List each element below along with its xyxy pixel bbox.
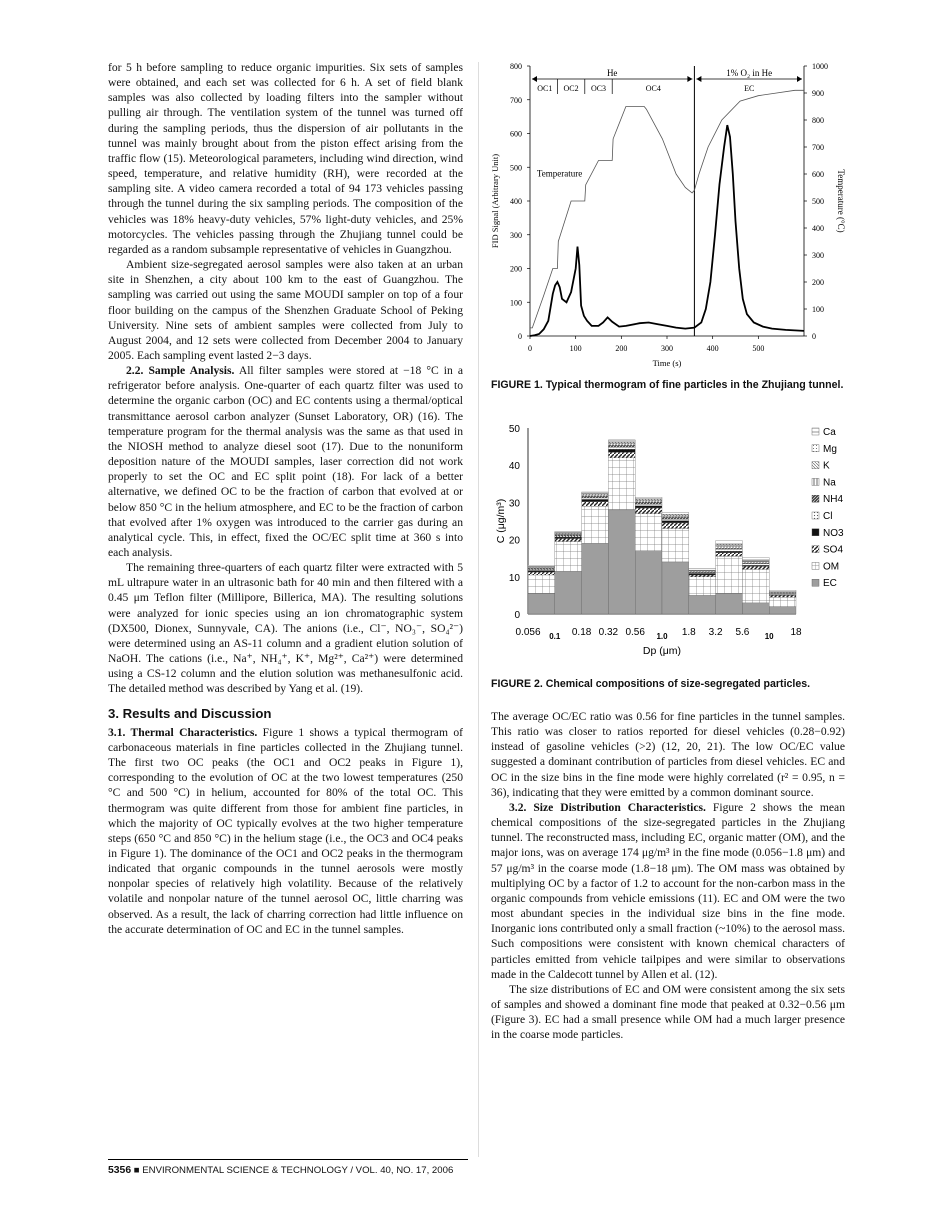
footer-bullet-icon: ■	[133, 1165, 140, 1176]
bar-segment-na	[662, 516, 689, 517]
bar-segment-k	[608, 443, 635, 444]
right-column	[491, 709, 845, 1042]
bar-segment-om	[608, 458, 635, 510]
bar-segment-nh4	[662, 517, 689, 519]
y-axis-label: FID Signal (Arbitrary Unit)	[490, 153, 500, 249]
bar-segment-ca	[582, 492, 609, 494]
bar-segment-so4	[716, 553, 743, 557]
legend-swatch	[812, 529, 819, 536]
bar-segment-no3	[689, 574, 716, 576]
step-label: OC2	[563, 84, 579, 93]
bar-segment-na	[716, 546, 743, 548]
bar-segment-ec	[742, 603, 769, 614]
bar-segment-nh4	[555, 535, 582, 536]
subsection-heading: 3.2. Size Distribution Characteristics.	[509, 800, 706, 814]
y-tick-label: 50	[508, 424, 520, 435]
temperature-annotation: Temperature	[536, 168, 583, 179]
legend-swatch	[812, 562, 819, 569]
y-right-tick-label: 400	[812, 224, 824, 233]
bar-segment-cl	[635, 504, 662, 506]
x-tick-label: 10	[764, 632, 774, 641]
bar-segment-ca	[555, 532, 582, 533]
bar-segment-ca	[769, 590, 796, 592]
bar-segment-ca	[608, 440, 635, 442]
y-right-tick-label: 500	[812, 197, 824, 206]
legend-swatch	[812, 428, 819, 435]
y-tick-label: 0	[514, 610, 520, 621]
left-column	[108, 60, 463, 937]
paragraph-text: Figure 1 shows a typical thermogram of carbonaceous materials in fine particles collected in the Zhujiang tunnel. The first two OC peaks (the OC1 and OC2 peaks in Figure 1), corresponding to the evolution of OC at the two lowest temperatures (250 °C and 500 °C) in helium, accounted for 80% of the total OC. This thermogram was quite different from those for ambient fine particles, in which the majority of OC typically evolves at the two higher temperature steps (650 °C and 850 °C) in the helium stage (i.e., the OC3 and OC4 peaks in Figure 1). The dominance of the OC1 and OC2 peaks in the thermogram indicated that organic compounds in the tunnel aerosols were mostly nonpolar species of relatively high volatility. Because of the relatively volatile and nonpolar nature of the tunnel aerosol OC, little charring was observed. As a result, the lack of charring correction had little influence on the accurate determination of OC and EC in the tunnel samples.	[108, 725, 464, 936]
bar-segment-om	[769, 597, 796, 606]
column-divider	[478, 62, 479, 1157]
x-tick-label: 0.18	[571, 627, 592, 638]
bar-segment-so4	[662, 523, 689, 529]
legend-label: Mg	[823, 443, 837, 455]
bar-segment-om	[635, 514, 662, 551]
step-label: EC	[744, 84, 755, 93]
y-tick-label: 300	[510, 230, 522, 240]
phase-label: 1% O₂ in He	[726, 68, 773, 78]
bar-segment-so4	[742, 566, 769, 569]
bar-segment-cl	[716, 549, 743, 551]
figure-1-thermogram	[486, 58, 848, 374]
bar-segment-k	[635, 499, 662, 500]
legend-label: Na	[823, 477, 836, 489]
bar-segment-so4	[608, 452, 635, 458]
bar-segment-no3	[555, 537, 582, 539]
step-label: OC1	[537, 84, 553, 93]
y-right-tick-label: 0	[812, 332, 816, 341]
bar-segment-ca	[716, 541, 743, 545]
bar-segment-ec	[528, 594, 555, 615]
x-tick-label: 1.0	[656, 632, 668, 641]
y-right-tick-label: 100	[812, 305, 824, 314]
x-tick-label: 3.2	[708, 627, 723, 638]
figure-1-caption: FIGURE 1. Typical thermogram of fine particles in the Zhujiang tunnel.	[491, 379, 844, 391]
y-tick-label: 20	[508, 535, 520, 547]
legend-swatch	[812, 445, 819, 452]
paragraph: Ambient size-segregated aerosol samples were also taken at an urban site in Shenzhen, a city about 100 km to the east of Guangzhou. The sampling was carried out using the same MOUDI sampler on top of a four floor building on the campus of the Shenzhen Graduate School of Peking University. Nine sets of ambient samples were collected from July to August 2004, and 12 sets were collected from December 2004 to January 2005. Each sampling event lasted 2−3 days.	[108, 258, 463, 362]
bar-segment-so4	[528, 572, 555, 575]
bar-segment-ca	[742, 558, 769, 561]
x-tick-label: 0.32	[598, 627, 619, 638]
paragraph-text: Figure 2 shows the mean chemical compositions of the size-segregated particles in the Zhujiang tunnel. The reconstructed mass, including EC, organic matter (OM), and the major ions, was on average 174 μg/m³ in the fine mode (0.056−1.8 μm) and 57 μg/m³ in the coarse mode (1.8−18 μm). The OM mass was obtained by multiplying OC by a factor of 1.2 to account for the non-carbon mass in the organic compounds from vehicle emissions (11). EC and OM were the two most abundant species in the individual size bins in the fine mode. Inorganic ions contributed only a small fraction (~10%) to the aerosol mass. Such compositions were consistent with known chemical characters of particles emitted from vehicle tailpipes and were similar to observations made in the Caldecott tunnel by Allen et al. (12).	[491, 800, 845, 981]
bar-segment-ca	[662, 512, 689, 514]
legend-swatch	[812, 512, 819, 519]
bar-segment-om	[662, 528, 689, 562]
bar-segment-ec	[716, 594, 743, 615]
legend-swatch	[812, 478, 819, 485]
bar-segment-k	[662, 515, 689, 516]
legend-label: Cl	[823, 511, 833, 522]
phase-label: He	[606, 68, 618, 78]
paragraph: for 5 h before sampling to reduce organic impurities. Six sets of samples were obtained, and each set was collected for 6 h. A set of field blank samples was also collected by loading filters into the sampler without pulling air through. The ventilation system of the tunnel was turned off during the sampling periods, thus the dispersion of air pollutants in the tunnel was mainly brought about from the piston effect arising from the traffic flow (15). Meteorological parameters, including wind direction, wind speed, temperature, and relative humidity (RH), were recorded at the sampling site. A video camera recorded a total of 94 173 vehicles passing through the tunnel during the six sampling periods. The composition of the vehicles was 18% heavy-duty vehicles, 57% light-duty vehicles, and 25% motorcycles. The vehicles passing through the Zhujiang tunnel could be regarded as a random subsample representative of vehicles in Guangzhou.	[108, 61, 463, 256]
x-tick-label: 0.056	[515, 627, 541, 638]
x-tick-label: 400	[706, 344, 719, 353]
y-tick-label: 500	[510, 163, 522, 173]
paragraph: The average OC/EC ratio was 0.56 for fine particles in the tunnel samples. This ratio was closer to ratios reported for diesel vehicles (0.28−0.92) instead of gasoline vehicles (>2) (12, 20, 21). The low OC/EC value suggested a dominant contribution of particles from diesel vehicles. EC and OC in the size bins in the fine mode were highly correlated (r² = 0.95, n = 36), indicating that they were emitted by a common dominant source.	[491, 710, 845, 799]
legend-label: Ca	[823, 427, 836, 438]
bar-segment-om	[689, 577, 716, 596]
figure-1-plot	[530, 66, 804, 336]
fid-signal-line	[530, 125, 804, 336]
bar-segment-so4	[689, 575, 716, 577]
bar-segment-cl	[742, 564, 769, 566]
bar-segment-om	[555, 542, 582, 572]
bar-segment-ec	[689, 595, 716, 614]
x-tick-label: 0.56	[625, 627, 645, 638]
y-tick-label: 800	[510, 62, 522, 71]
bar-segment-om	[742, 569, 769, 603]
y-axis-label: C (μg/m³)	[495, 498, 507, 544]
bar-segment-no3	[582, 499, 609, 501]
paragraph: The remaining three-quarters of each quartz filter were extracted with 5 mL ultrapure water in an ultrasonic bath for 40 min and then filtered with a 0.45 μm Teflon filter (Millipore, Billerica, MA). The resulting solutions were analyzed for ionic species using an ion chromatographic system (DX500, Dionex, Sunnyvale, CA). The anions (i.e., Cl⁻, NO₃⁻, SO₄²⁻) were determined using an AS-11 column and a gradient elution solution of NaOH. The cations (i.e., Na⁺, NH₄⁺, K⁺, Mg²⁺, Ca²⁺) were determined using a CS-12 column and the elution solution was methanesulfonic acid. The detailed method was described by Yang et al. (19).	[108, 561, 463, 696]
bar-segment-so4	[635, 508, 662, 514]
y-tick-label: 200	[510, 264, 522, 274]
x-tick-label: 1.8	[681, 627, 696, 638]
y-tick-label: 400	[510, 197, 522, 206]
legend-label: OM	[823, 561, 840, 573]
legend-swatch	[812, 546, 819, 553]
bar-segment-nh4	[635, 502, 662, 504]
bar-segment-mg	[716, 544, 743, 545]
bar-segment-om	[582, 506, 609, 543]
section-title: 3. Results and Discussion	[108, 705, 272, 721]
y-right-tick-label: 900	[812, 89, 824, 98]
y-tick-label: 100	[510, 298, 522, 308]
bar-segment-ca	[689, 568, 716, 570]
bar-segment-cl	[528, 569, 555, 570]
bar-segment-ec	[769, 607, 796, 614]
y-right-axis-label: Temperature (°C)	[836, 169, 846, 233]
step-label: OC3	[590, 84, 607, 93]
bar-segment-k	[716, 546, 743, 547]
journal-info: ENVIRONMENTAL SCIENCE & TECHNOLOGY / VOL. 40, NO. 17, 2006	[142, 1165, 454, 1176]
y-tick-label: 0	[518, 332, 522, 341]
figure-2-bar-chart	[486, 418, 848, 664]
bar-segment-so4	[582, 502, 609, 507]
legend-swatch	[812, 495, 819, 502]
footer-rule	[108, 1159, 468, 1160]
y-right-tick-label: 1000	[812, 62, 828, 71]
x-tick-label: 0.1	[549, 632, 561, 641]
x-tick-label: 18	[790, 627, 802, 638]
bar-segment-ec	[582, 543, 609, 614]
legend-label: K	[823, 460, 830, 472]
x-tick-label: 5.6	[735, 627, 750, 638]
page-footer	[108, 1165, 468, 1176]
bar-segment-ec	[662, 562, 689, 614]
figure-2-caption: FIGURE 2. Chemical compositions of size-segregated particles.	[491, 678, 811, 690]
bar-segment-cl	[555, 536, 582, 537]
legend-label: NO3	[823, 527, 844, 539]
bar-segment-nh4	[582, 496, 609, 498]
bar-segment-nh4	[716, 548, 743, 549]
y-right-tick-label: 600	[812, 170, 824, 179]
bar-segment-nh4	[689, 572, 716, 573]
bar-segment-so4	[555, 539, 582, 542]
y-right-tick-label: 800	[812, 116, 824, 125]
bar-segment-ca	[528, 565, 555, 566]
y-tick-label: 40	[508, 461, 520, 473]
bar-segment-ec	[635, 551, 662, 614]
bar-segment-so4	[769, 595, 796, 597]
page-number: 5356	[108, 1165, 132, 1176]
bar-segment-nh4	[528, 568, 555, 569]
bar-segment-no3	[742, 565, 769, 566]
bar-segment-no3	[662, 521, 689, 523]
y-tick-label: 30	[508, 498, 520, 510]
x-tick-label: 100	[569, 344, 582, 353]
y-right-tick-label: 300	[812, 251, 824, 260]
paragraph	[108, 725, 463, 937]
bar-segment-no3	[769, 595, 796, 596]
bar-segment-no3	[608, 449, 635, 452]
legend-label: EC	[823, 578, 837, 590]
bar-segment-cl	[608, 447, 635, 449]
y-tick-label: 600	[510, 129, 522, 139]
y-right-tick-label: 200	[812, 278, 824, 287]
bar-segment-na	[608, 444, 635, 446]
bar-segment-ec	[608, 510, 635, 614]
y-tick-label: 10	[508, 572, 520, 584]
subsection-heading: 3.1. Thermal Characteristics.	[108, 725, 258, 739]
bar-segment-ca	[635, 497, 662, 499]
figure-2-legend	[812, 427, 844, 589]
bar-segment-no3	[528, 571, 555, 573]
figure-2-plot	[528, 440, 796, 614]
figure-1-axes	[490, 62, 846, 368]
paragraph: The size distributions of EC and OM were consistent among the six sets of samples and showed a dominant fine mode that peaked at 0.32−0.56 μm (Figure 3). EC had a small presence while OM had a much larger presence in the coarse mode particles.	[491, 982, 845, 1042]
x-tick-label: 500	[752, 344, 765, 353]
subsection-heading: 2.2. Sample Analysis.	[126, 364, 235, 378]
legend-label: NH4	[823, 494, 844, 506]
bar-segment-om	[716, 556, 743, 593]
bar-segment-na	[635, 501, 662, 503]
bar-segment-na	[582, 495, 609, 496]
legend-swatch	[812, 462, 819, 469]
paragraph	[491, 800, 845, 982]
x-axis-label: Time (s)	[652, 358, 682, 368]
bar-segment-ec	[555, 571, 582, 614]
x-tick-label: 200	[615, 344, 628, 353]
paragraph-text: All filter samples were stored at −18 °C in a refrigerator before analysis. One-quarter of each quartz filter was used to determine the organic carbon (OC) and EC contents using a thermal/optical transmittance aerosol carbon analyzer (Sunset Laboratory, OR) (16). The temperature program for the thermal analysis was the same as that used in the NIOSH method to analyze diesel soot (17). Due to the nonuniform deposition nature of the MOUDI samples, laser correction did not work properly to set the OC and EC split point (18). For lack of a better alternative, we defined OC to be the fraction of carbon that evolved at or below 850 °C in the helium atmosphere, and EC to be the fraction of carbon that evolved after 1% oxygen was introduced to the carrier gas during an analytical cycle. This, in effect, fixed the OC/EC split time at 360 s into each analysis.	[108, 364, 464, 559]
paragraph	[108, 363, 463, 560]
step-label: OC4	[645, 84, 661, 93]
x-tick-label: 300	[661, 344, 673, 353]
bar-segment-nh4	[608, 445, 635, 447]
x-axis-label: Dp (μm)	[642, 645, 682, 657]
y-right-tick-label: 700	[812, 143, 824, 152]
legend-label: SO4	[823, 544, 844, 556]
x-tick-label: 0	[528, 344, 532, 353]
bar-segment-no3	[635, 506, 662, 508]
legend-swatch	[812, 579, 819, 586]
y-tick-label: 700	[510, 95, 522, 105]
bar-segment-om	[528, 575, 555, 594]
